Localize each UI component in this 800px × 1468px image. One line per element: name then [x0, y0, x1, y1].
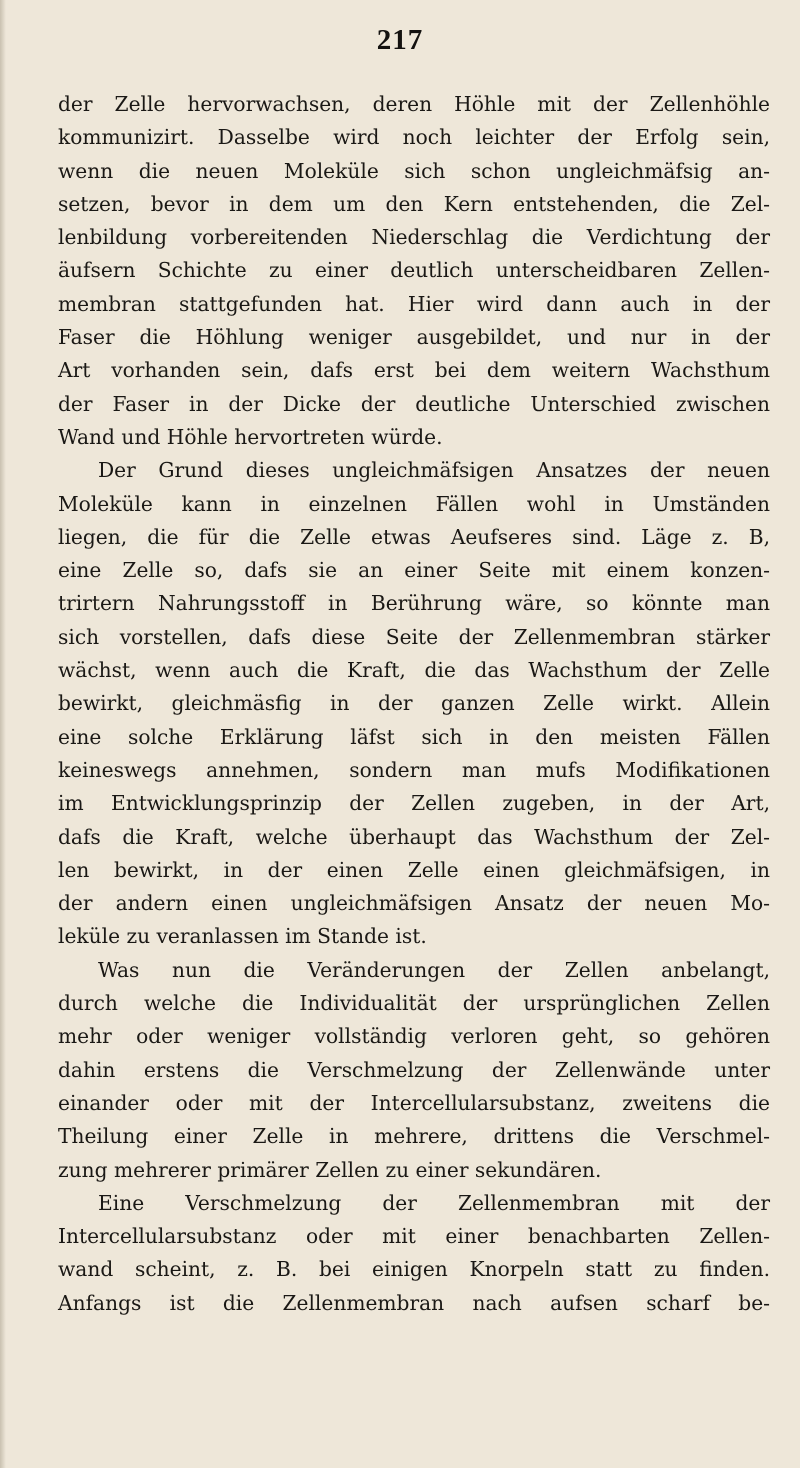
scan-shadow-edge — [0, 0, 6, 1468]
text-line: liegen, die für die Zelle etwas Aeufseres sind. Läge z. B, — [58, 524, 770, 549]
text-line: sich vorstellen, dafs diese Seite der Zellenmembran stärker — [58, 624, 770, 649]
text-line: im Entwicklungsprinzip der Zellen zugeben, in der Art, — [58, 791, 770, 816]
text-line-paragraph-start: Der Grund dieses ungleichmäfsigen Ansatzes der neuen — [98, 458, 770, 483]
text-line: eine Zelle so, dafs sie an einer Seite mit einem konzen- — [58, 558, 770, 583]
text-line: äufsern Schichte zu einer deutlich unterscheidbaren Zellen- — [58, 258, 770, 283]
text-line: wand scheint, z. B. bei einigen Knorpeln statt zu finden. — [58, 1257, 770, 1282]
text-line: Anfangs ist die Zellenmembran nach aufsen scharf be- — [58, 1290, 770, 1315]
text-line: der Faser in der Dicke der deutliche Unterschied zwischen — [58, 391, 770, 416]
text-line: Intercellularsubstanz oder mit einer benachbarten Zellen- — [58, 1224, 770, 1249]
text-line: trirtern Nahrungsstoff in Berührung wäre, so könnte man — [58, 591, 770, 616]
text-line: dahin erstens die Verschmelzung der Zellenwände unter — [58, 1057, 770, 1082]
body-text — [58, 88, 770, 1320]
text-line: kommunizirt. Dasselbe wird noch leichter der Erfolg sein, — [58, 125, 770, 150]
text-line: Moleküle kann in einzelnen Fällen wohl in Umständen — [58, 491, 770, 516]
text-line: keineswegs annehmen, sondern man mufs Modifikationen — [58, 757, 770, 782]
text-line: dafs die Kraft, welche überhaupt das Wachsthum der Zel- — [58, 824, 770, 849]
text-line: bewirkt, gleichmäsfig in der ganzen Zelle wirkt. Allein — [58, 691, 770, 716]
text-line-paragraph-start: Was nun die Veränderungen der Zellen anbelangt, — [98, 957, 770, 982]
text-line: membran stattgefunden hat. Hier wird dann auch in der — [58, 291, 770, 316]
text-line: Theilung einer Zelle in mehrere, drittens die Verschmel- — [58, 1124, 770, 1149]
text-line-paragraph-end: Wand und Höhle hervortreten würde. — [58, 424, 443, 449]
text-line: der Zelle hervorwachsen, deren Höhle mit der Zellenhöhle — [58, 92, 770, 116]
text-line: eine solche Erklärung läfst sich in den meisten Fällen — [58, 724, 770, 749]
text-line: Faser die Höhlung weniger ausgebildet, und nur in der — [58, 325, 770, 350]
text-line: einander oder mit der Intercellularsubstanz, zweitens die — [58, 1090, 770, 1115]
text-line: mehr oder weniger vollständig verloren geht, so gehören — [58, 1024, 770, 1049]
text-line: len bewirkt, in der einen Zelle einen gleichmäfsigen, in — [58, 857, 770, 882]
text-line: wenn die neuen Moleküle sich schon ungleichmäfsig an- — [58, 158, 770, 183]
text-line-paragraph-end: leküle zu veranlassen im Stande ist. — [58, 924, 427, 949]
text-line: setzen, bevor in dem um den Kern entstehenden, die Zel- — [58, 191, 770, 216]
text-line-paragraph-end: zung mehrerer primärer Zellen zu einer sekundären. — [58, 1157, 602, 1182]
text-line-paragraph-start: Eine Verschmelzung der Zellenmembran mit der — [98, 1190, 770, 1215]
text-line: Art vorhanden sein, dafs erst bei dem weitern Wachsthum — [58, 358, 770, 383]
text-line: der andern einen ungleichmäfsigen Ansatz der neuen Mo- — [58, 891, 770, 916]
text-line: durch welche die Individualität der ursprünglichen Zellen — [58, 991, 770, 1016]
page-number: 217 — [376, 24, 424, 56]
text-line: lenbildung vorbereitenden Niederschlag die Verdichtung der — [58, 225, 770, 250]
text-line: wächst, wenn auch die Kraft, die das Wachsthum der Zelle — [58, 658, 770, 683]
